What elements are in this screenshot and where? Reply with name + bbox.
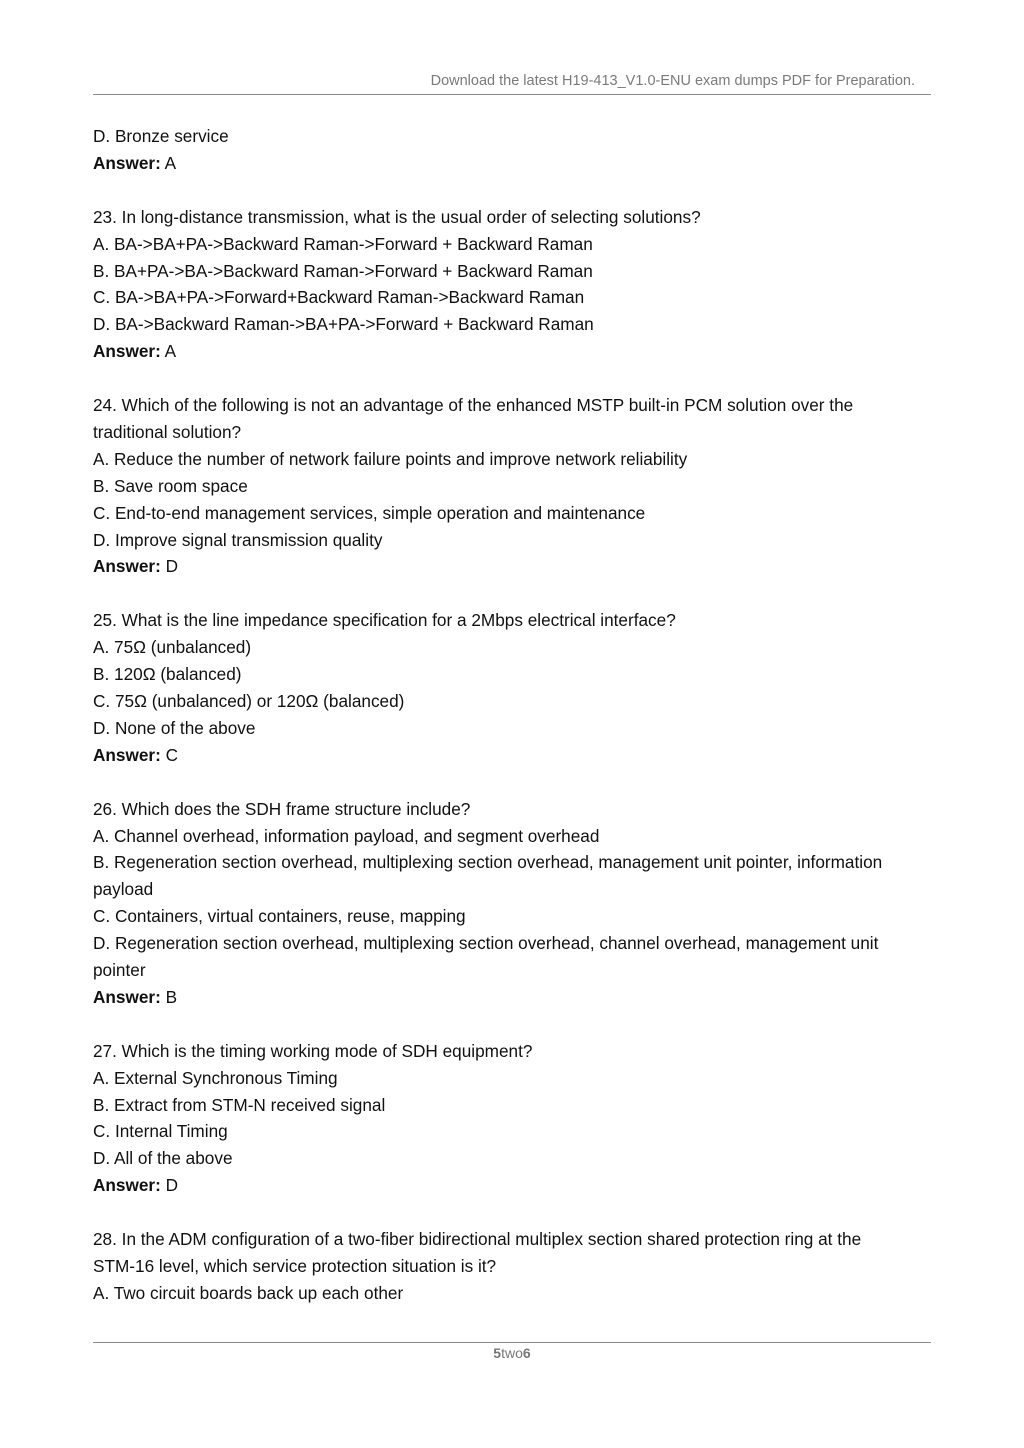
page-number-current: 5 <box>493 1345 502 1361</box>
option-text: A. Channel overhead, information payload, and segment overhead <box>93 825 600 846</box>
option-text: A. Two circuit boards back up each other <box>93 1282 404 1303</box>
answer-label: Answer: <box>93 341 161 362</box>
answer-label: Answer: <box>93 556 161 577</box>
question-text: 26. Which does the SDH frame structure include? <box>93 798 471 819</box>
option-text: A. 75Ω (unbalanced) <box>93 637 252 658</box>
question-text: 24. Which of the following is not an advantage of the enhanced MSTP built-in PCM solution over the <box>93 395 854 416</box>
option-text: A. Reduce the number of network failure points and improve network reliability <box>93 448 688 469</box>
spacer <box>93 1011 931 1038</box>
spacer <box>93 365 931 392</box>
option-text: B. Extract from STM-N received signal <box>93 1094 386 1115</box>
answer-label: Answer: <box>93 1175 161 1196</box>
spacer <box>93 177 931 204</box>
option-text: B. Save room space <box>93 475 248 496</box>
answer-label: Answer: <box>93 986 161 1007</box>
page-header <box>93 72 931 95</box>
question-block <box>93 204 931 365</box>
answer-label: Answer: <box>93 152 161 173</box>
answer-label: Answer: <box>93 744 161 765</box>
answer-value: D <box>165 1175 179 1196</box>
option-text: pointer <box>93 960 146 981</box>
answer-line <box>93 338 931 365</box>
question-block <box>93 1226 931 1307</box>
option-text: C. 75Ω (unbalanced) or 120Ω (balanced) <box>93 690 405 711</box>
question-text: 27. Which is the timing working mode of SDH equipment? <box>93 1040 533 1061</box>
option-text: D. None of the above <box>93 717 256 738</box>
answer-value: C <box>165 744 179 765</box>
page-number-total: 6 <box>522 1345 531 1361</box>
answer-line <box>93 984 931 1011</box>
question-list <box>93 204 931 1307</box>
option-text: C. Containers, virtual containers, reuse, mapping <box>93 906 466 927</box>
option-text: D. Bronze service <box>93 126 229 146</box>
option-text: A. BA->BA+PA->Backward Raman->Forward + Backward Raman <box>93 233 593 254</box>
page-footer <box>0 1345 1024 1361</box>
answer-line <box>93 553 931 580</box>
question-block <box>93 607 931 768</box>
page-number-separator: two <box>501 1345 523 1361</box>
spacer <box>93 580 931 607</box>
option-text: D. BA->Backward Raman->BA+PA->Forward + Backward Raman <box>93 314 594 335</box>
spacer <box>93 1199 931 1226</box>
question-block <box>93 1038 931 1199</box>
question-text: STM-16 level, which service protection situation is it? <box>93 1255 497 1276</box>
question-text: 28. In the ADM configuration of a two-fiber bidirectional multiplex section shared protection ring at the <box>93 1229 862 1250</box>
option-text: C. BA->BA+PA->Forward+Backward Raman->Backward Raman <box>93 287 585 308</box>
option-text: A. External Synchronous Timing <box>93 1067 338 1088</box>
option-text: payload <box>93 879 154 900</box>
option-text: D. Improve signal transmission quality <box>93 529 383 550</box>
option-text: D. All of the above <box>93 1148 233 1169</box>
answer-value: B <box>165 986 178 1007</box>
question-block <box>93 392 931 580</box>
question-block <box>93 796 931 1011</box>
answer-value: A <box>164 152 177 173</box>
option-text: D. Regeneration section overhead, multiplexing section overhead, channel overhead, management unit <box>93 933 879 954</box>
option-text: C. Internal Timing <box>93 1121 228 1142</box>
question-text: 23. In long-distance transmission, what is the usual order of selecting solutions? <box>93 206 701 227</box>
spacer <box>93 769 931 796</box>
answer-line <box>93 1172 931 1199</box>
option-text: B. BA+PA->BA->Backward Raman->Forward + Backward Raman <box>93 260 593 281</box>
option-text: B. Regeneration section overhead, multiplexing section overhead, management unit pointer, information <box>93 852 883 873</box>
document-body <box>93 123 931 1307</box>
question-text: traditional solution? <box>93 421 242 442</box>
footer-divider <box>93 1342 931 1343</box>
answer-line <box>93 150 931 177</box>
option-text: B. 120Ω (balanced) <box>93 664 242 685</box>
answer-value: D <box>165 556 179 577</box>
answer-value: A <box>164 341 177 362</box>
answer-line <box>93 742 931 769</box>
header-text: Download the latest H19-413_V1.0-ENU exam dumps PDF for Preparation. <box>430 73 915 89</box>
question-text: 25. What is the line impedance specification for a 2Mbps electrical interface? <box>93 610 676 631</box>
option-text: C. End-to-end management services, simple operation and maintenance <box>93 502 646 523</box>
